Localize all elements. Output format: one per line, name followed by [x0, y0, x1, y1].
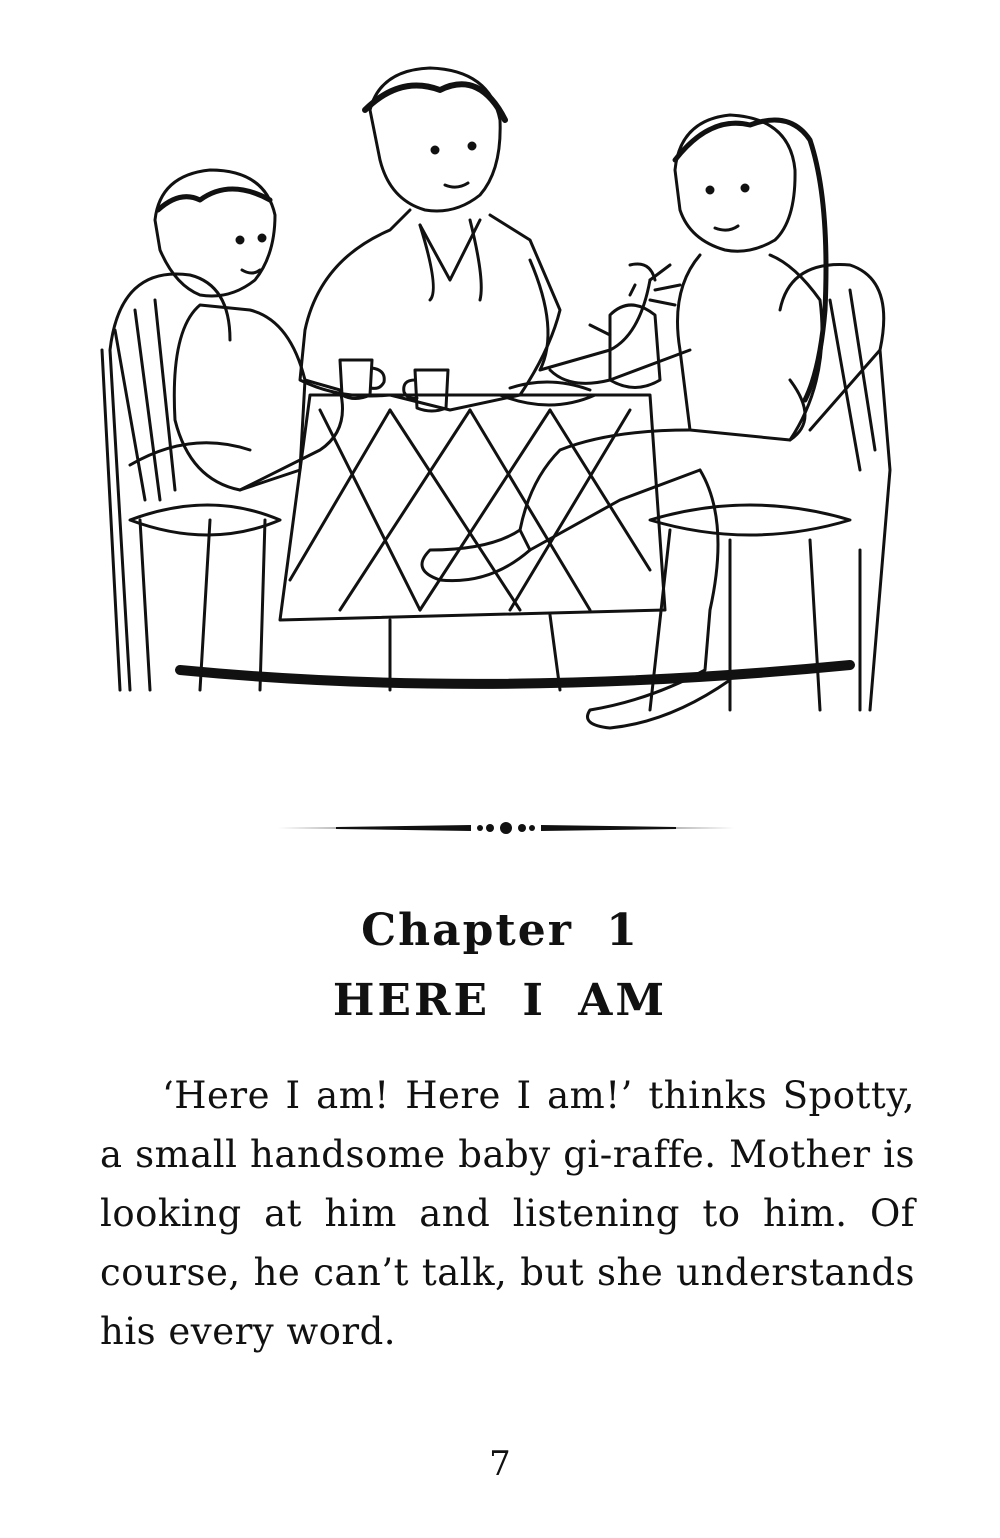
chapter-title: HERE I AM — [332, 975, 668, 1026]
right-chair — [650, 265, 890, 710]
chapter-number: Chapter 1 — [361, 905, 639, 956]
chapter-ornament — [276, 816, 736, 840]
table — [280, 395, 665, 690]
boy-left — [155, 170, 343, 490]
tea-table-illustration — [90, 50, 910, 750]
page-number: 7 — [489, 1444, 511, 1484]
body-paragraph: ‘Here I am! Here I am!’ thinks Spotty, a small handsome baby gi-raffe. Mother is looking at him and listening to him. Of course, he can’t talk, but she understands his every word. — [100, 1074, 915, 1353]
